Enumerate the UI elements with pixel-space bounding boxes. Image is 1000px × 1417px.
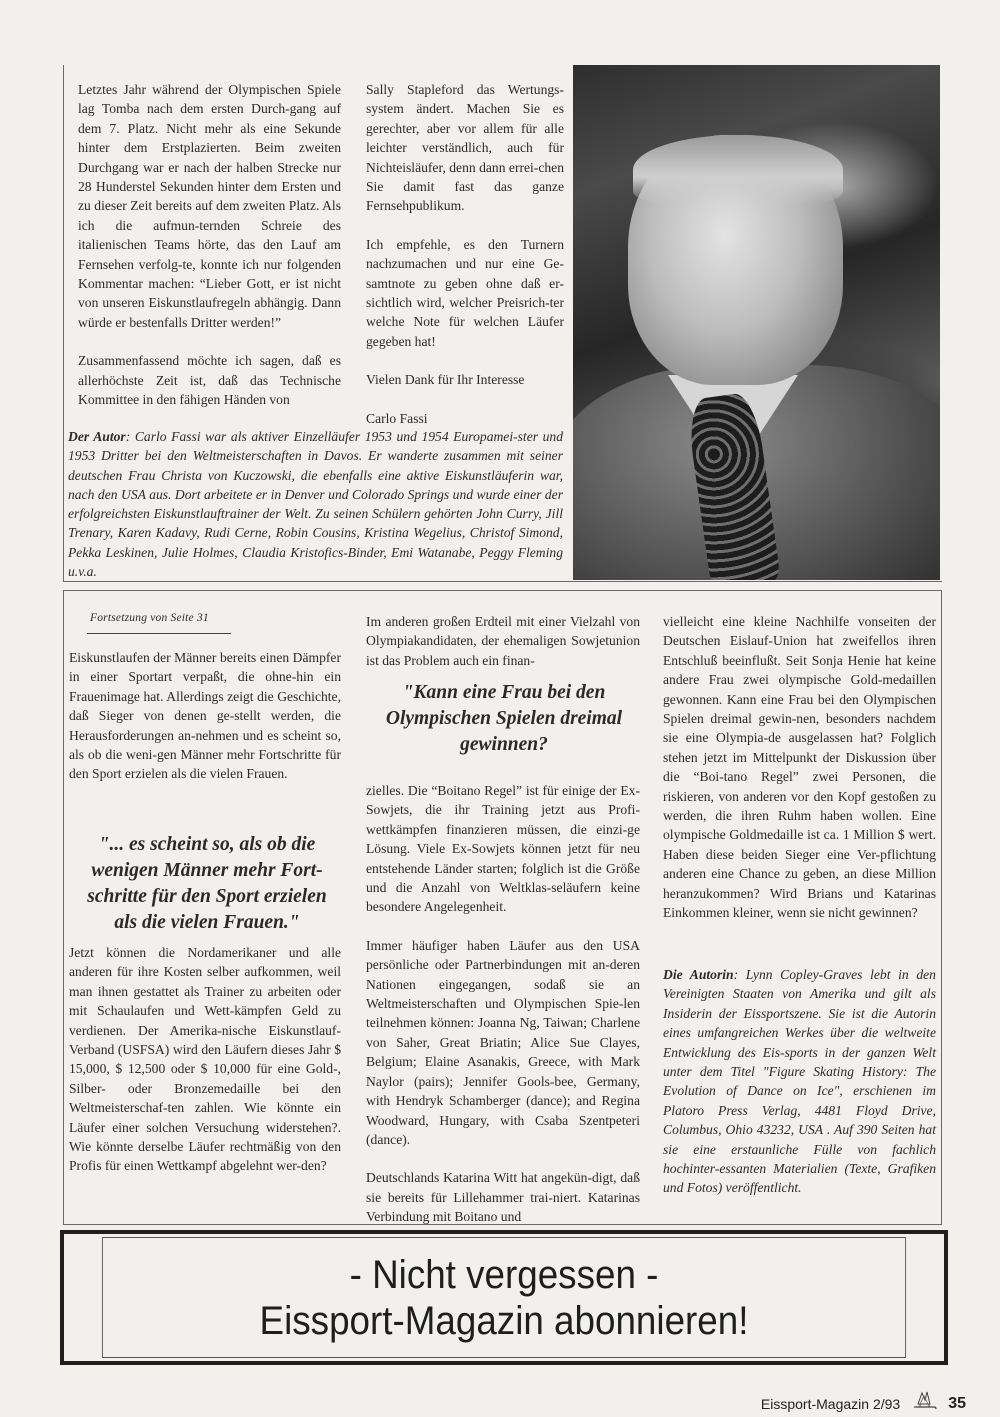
top-article-column-2 [366, 80, 564, 428]
lower-right-column [663, 612, 936, 923]
magazine-issue: Eissport-Magazin 2/93 [760, 1395, 901, 1412]
author-bio [663, 965, 936, 1198]
ad-line-2: Eissport-Magazin abonnieren! [259, 1298, 749, 1343]
author-note [68, 427, 563, 581]
top-article-column-1 [78, 80, 341, 410]
continuation-rule [87, 633, 231, 634]
subscription-ad [60, 1230, 948, 1365]
signature: Carlo Fassi [366, 410, 428, 426]
author-note-label: Der Autor [68, 429, 126, 444]
ice-skate-icon [908, 1390, 940, 1417]
page-footer [761, 1390, 966, 1417]
paragraph: Ich empfehle, es den Turnern nachzumachen und nur eine Ge-samtnote zu geben ohne daß er-sichtlich wird, welcher Preisrich-ter welche Note für welchen Läufer gegeben hat! [366, 236, 564, 349]
paragraph: Sally Stapleford das Wertungs-system ändert. Machen Sie es gerechter, aber vor allem für alle leichter verständlich, auch für Nichteisläufer, denn dann errei-chen Sie damit fast das ganze Fernsehpublikum. [366, 82, 564, 214]
continuation-label: Fortsetzung von Seite 31 [90, 612, 209, 624]
portrait-photo [573, 65, 940, 580]
paragraph: Letztes Jahr während der Olympischen Spiele lag Tomba nach dem ersten Durch-gang auf dem 7. Platz. Nicht mehr als eine Sekunde hinter dem Erstplazierten. Beim zweiten Durchgang war er nach der halben Strecke nur 28 Hunderstel Sekunden hinter dem Ersten und zu dieser Zeit bereits auf dem zweiten Platz. Als ich die aufmun-ternden Schreie des italienischen Teams hörte, das den Lauf am Fernsehen verfolg-te, konnte ich nur folgenden Kommentar machen: “Lieber Gott, er ist nicht von unseren Eiskunstlaufregeln abhängig. Dann würde er bestenfalls Dritter werden!” [78, 82, 341, 330]
page-number: 35 [948, 1394, 966, 1412]
paragraph: Immer häufiger haben Läufer aus den USA persönliche oder Partnerbindungen mit an-deren Nationen eingegangen, sodaß sie an Weltmeisterschaften und Olympischen Spie-len teilnehmen können: Joanna Ng, Taiwan; Charlene von Saher, Great Briatin; Alice Sue Clayes, Belgium; Elaine Asanakis, Greece, with Mark Naylor (pairs); Jennifer Gools-bee, Germany, with Hendryk Schamberger (dance); and Regina Woodward, Hungary, with Csaba Szentpeteri (dance). [366, 937, 640, 1147]
paragraph: vielleicht eine kleine Nachhilfe vonseiten der Deutschen Eislauf-Union hat zweifellos ihren Entschluß beeinflußt. Seit Sonja Henie hat keine andere Frau zwei olympische Gold-medaillen gewonnen. Kann eine Frau bei den Olympischen Spielen dreimal gewin-nen, besonders nachdem sie eine Olympia-de ausgelassen hat? Folglich stehen jetzt im Mittelpunkt der Diskussion über die “Boi-tano Regel” zwei Personen, die riskieren, von anderen vor den Kopf gestoßen zu werden, die ihren Ruhm haben wollen. Eine olympische Goldmedaille ist ca. 1 Million $ wert. Haben diese beiden Sieger eine Ver-pflichtung anderen eine Chance zu geben, an diese Million heranzukommen? Wird Brians und Katarinas Einkommen kleiner, wenn sie nicht gewinnen? [663, 614, 936, 921]
paragraph: Eiskunstlaufen der Männer bereits einen Dämpfer in einer Sportart verpaßt, die ohne-hin ein Frauenimage hat. Allerdings zeigt die Geschichte, daß Sieger von denen ge-stellt werden, die Herausforderungen an-nehmen und es scheint so, als ob die weni-gen Männer mehr Fortschritte für den Sport erzielen als die vielen Frauen. [69, 650, 341, 782]
author-bio-text: : Lynn Copley-Graves lebt in den Vereinigten Staaten von Amerika und gilt als Insiderin der Eissportszene. Sie ist die Autorin eines umfangreichen Werkes über die weltweite Entwicklung des Eis-sports in der ganzen Welt unter dem Titel "Figure Skating History: The Evolution of Dance on Ice", erschienen im Platoro Press Verlag, 4481 Floyd Drive, Columbus, Ohio 43232, USA . Auf 390 Seiten hat sie eine erstaunliche Fülle von fachlich hochinter-essanten Materialien (Texte, Grafiken und Fotos) veröffentlicht. [663, 967, 936, 1196]
closing-line: Vielen Dank für Ihr Interesse [366, 372, 525, 388]
paragraph: zielles. Die “Boitano Regel” ist für einige der Ex-Sowjets, die ihr Training jetzt aus Profi-wettkämpfen finanzieren müssen, die einzi-ge Lösung. Viele Ex-Sowjets können jetzt für neu entstehende Länder starten; folglich ist die Größe und die Anzahl von Weltklas-seläufern keine besondere Angelegenheit. [366, 783, 640, 915]
subscription-ad-inner [102, 1237, 906, 1358]
lower-middle-column-top [366, 612, 640, 670]
lower-left-column-bottom [69, 943, 341, 1176]
author-bio-label: Die Autorin [663, 967, 734, 982]
author-note-text: : Carlo Fassi war als aktiver Einzelläufer 1953 und 1954 Europamei-ster und 1953 Dritter bei den Weltmeisterschaften in Davos. Er wanderte zusammen mit seiner deutschen Frau Christa von Kuczowski, die ebenfalls eine aktive Eiskunstläuferin war, nach den USA aus. Dort arbeitete er in Denver und Colorado Springs und wurde einer der erfolgreichsten Eiskunstlauftrainer der Welt. Zu seinen Schülern gehörten John Curry, Jill Trenary, Karen Kadavy, Rudi Cerne, Robin Cousins, Kristina Wegelius, Christof Simond, Pekka Leskinen, Julie Holmes, Claudia Kristofics-Binder, Emi Watanabe, Peggy Fleming u.v.a. [68, 429, 564, 580]
lower-middle-column-bottom [366, 781, 640, 1227]
paragraph: Deutschlands Katarina Witt hat angekün-digt, daß sie bereits für Lillehammer trai-niert. Katarinas Verbindung mit Boitano und [366, 1170, 640, 1225]
pull-quote-left: "... es scheint so, als ob die wenigen Männer mehr Fort-schritte für den Sport erzielen als die vielen Frauen." [87, 834, 327, 933]
paragraph: Im anderen großen Erdteil mit einer Vielzahl von Olympiakandidaten, der ehemaligen Sowjetunion ist das Problem auch ein finan- [366, 614, 640, 668]
ad-line-1: - Nicht vergessen - [349, 1252, 659, 1297]
pull-quote-middle: "Kann eine Frau bei den Olympischen Spielen dreimal gewinnen? [385, 682, 623, 755]
photo-hair [633, 135, 843, 205]
lower-left-column-top [69, 648, 341, 784]
paragraph: Zusammenfassend möchte ich sagen, daß es allerhöchste Zeit ist, daß das Technische Kommittee in den fähigen Händen von [78, 353, 341, 408]
paragraph: Jetzt können die Nordamerikaner und alle anderen für ihre Kosten selber aufkommen, weil man ihnen gestattet als Trainer zu arbeiten oder mit Schaulaufen und Wett-kämpfen Geld zu verdienen. Der Amerika-nische Eiskunstlauf-Verband (USFSA) wird den Läufern dieses Jahr $ 15,000, $ 12,500 oder $ 10,000 für eine Gold-, Silber- oder Bronzemedaille bei den Weltmeisterschaf-ten zahlen. Wie könnte ein Läufer einer solchen Versuchung widerstehen?. Wie könnte derselbe Läufer rechtmäßig von den Profis für einen Wettkampf abgelehnt wer-den? [69, 945, 341, 1174]
